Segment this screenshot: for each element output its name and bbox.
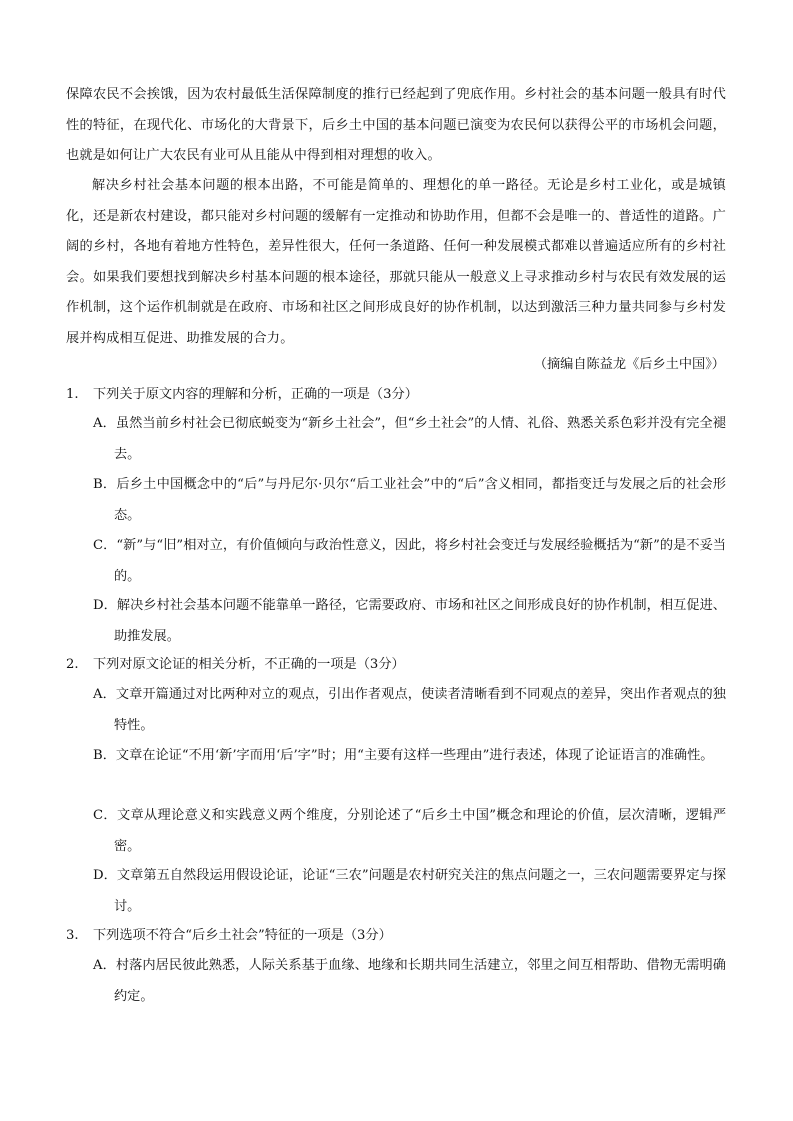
option-text: 虽然当前乡村社会已彻底蜕变为“新乡土社会”，但“乡土社会”的人情、礼俗、熟悉关系色彩并没有完全褪去。 xyxy=(114,416,726,462)
option-letter: D． xyxy=(93,598,117,613)
question-2 xyxy=(66,650,726,680)
option-text: 文章第五自然段运用假设论证，论证“三农”问题是农村研究关注的焦点问题之一，三农问题需要界定与探讨。 xyxy=(114,868,726,914)
question-2-option-d[interactable] xyxy=(93,861,726,922)
question-number: 3. xyxy=(66,928,79,943)
option-text: 文章从理论意义和实践意义两个维度，分别论述了“后乡土中国”概念和理论的价值，层次清晰，逻辑严密。 xyxy=(114,808,727,854)
question-1 xyxy=(66,380,726,410)
option-letter: B． xyxy=(93,477,117,492)
question-stem: 下列关于原文内容的理解和分析，正确的一项是（3分） xyxy=(93,387,418,402)
option-letter: A． xyxy=(93,687,116,702)
question-stem: 下列选项不符合“后乡土社会”特征的一项是（3分） xyxy=(93,928,392,943)
option-text: 解决乡村社会基本问题不能靠单一路径，它需要政府、市场和社区之间形成良好的协作机制，相互促进、助推发展。 xyxy=(114,598,726,644)
question-1-option-c[interactable] xyxy=(93,531,726,592)
option-text: 村落内居民彼此熟悉，人际关系基于血缘、地缘和长期共同生活建立，邻里之间互相帮助、借物无需明确约定。 xyxy=(114,958,726,1004)
option-letter: A． xyxy=(93,958,116,973)
passage-paragraph-2: 解决乡村社会基本问题的根本出路，不可能是简单的、理想化的单一路径。无论是乡村工业化，或是城镇化，还是新农村建设，都只能对乡村问题的缓解有一定推动和协助作用，但都不会是唯一的、普适性的道路。广阔的乡村，各地有着地方性特色，差异性很大，任何一条道路、任何一种发展模式都难以普遍适应所有的乡村社会。如果我们要想找到解决乡村基本问题的根本途径，那就只能从一般意义上寻求推动乡村与农民有效发展的运作机制，这个运作机制就是在政府、市场和社区之间形成良好的协作机制，以达到激活三种力量共同参与乡村发展并构成相互促进、助推发展的合力。 xyxy=(66,178,726,346)
passage-paragraph-1: 保障农民不会挨饿，因为农村最低生活保障制度的推行已经起到了兜底作用。乡村社会的基本问题一般具有时代性的特征，在现代化、市场化的大背景下，后乡土中国的基本问题已演变为农民何以获得公平的市场机会问题，也就是如何让广大农民有业可从且能从中得到相对理想的收入。 xyxy=(66,87,726,163)
question-2-option-c[interactable] xyxy=(93,801,726,862)
question-number: 1. xyxy=(66,387,79,402)
question-3 xyxy=(66,921,726,951)
question-1-option-d[interactable] xyxy=(93,591,726,652)
question-1-option-b[interactable] xyxy=(93,470,726,531)
question-2-option-a[interactable] xyxy=(93,680,726,741)
option-letter: C． xyxy=(93,808,117,823)
option-letter: A． xyxy=(93,416,116,431)
option-text: 后乡土中国概念中的“后”与丹尼尔·贝尔“后工业社会”中的“后”含义相同，都指变迁与发展之后的社会形态。 xyxy=(114,477,726,523)
option-letter: D． xyxy=(93,868,117,883)
option-text: 文章开篇通过对比两种对立的观点，引出作者观点，使读者清晰看到不同观点的差异，突出作者观点的独特性。 xyxy=(114,687,726,733)
option-letter: B． xyxy=(93,748,116,763)
option-letter: C． xyxy=(93,538,117,553)
question-number: 2. xyxy=(66,657,79,672)
option-text: “新”与“旧”相对立，有价值倾向与政治性意义，因此，将乡村社会变迁与发展经验概括为“新”的是不妥当的。 xyxy=(114,538,726,584)
question-stem: 下列对原文论证的相关分析，不正确的一项是（3分） xyxy=(93,657,405,672)
question-2-option-b[interactable] xyxy=(93,741,726,772)
option-text: 文章在论证“不用‘新’字而用‘后’字”时；用“主要有这样一些理由”进行表述，体现了论证语言的准确性。 xyxy=(115,748,714,763)
question-1-option-a[interactable] xyxy=(93,409,726,470)
question-3-option-a[interactable] xyxy=(93,951,726,1012)
passage-source: （摘编自陈益龙《后乡土中国》） xyxy=(533,357,725,372)
